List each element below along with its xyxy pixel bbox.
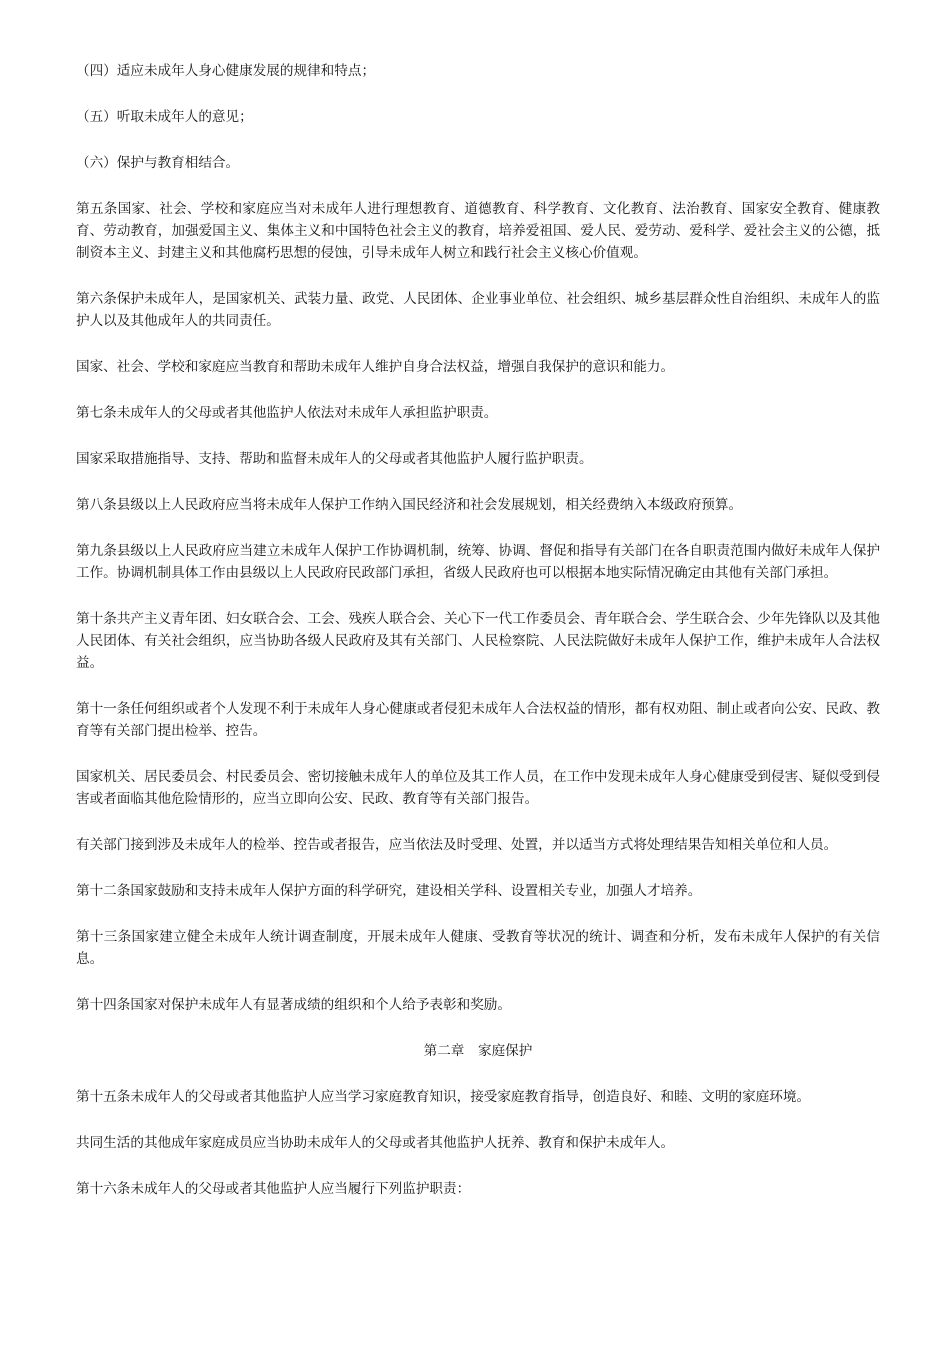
article-paragraph: 第十五条未成年人的父母或者其他监护人应当学习家庭教育知识，接受家庭教育指导，创造良好、和睦、文明的家庭环境。 bbox=[76, 1089, 811, 1105]
document-body bbox=[76, 60, 880, 1224]
article-paragraph: 第十三条国家建立健全未成年人统计调查制度，开展未成年人健康、受教育等状况的统计、调查和分析，发布未成年人保护的有关信息。 bbox=[76, 929, 880, 967]
article-paragraph: 第十一条任何组织或者个人发现不利于未成年人身心健康或者侵犯未成年人合法权益的情形，都有权劝阻、制止或者向公安、民政、教育等有关部门提出检举、控告。 bbox=[76, 701, 880, 739]
article-paragraph: 第十四条国家对保护未成年人有显著成绩的组织和个人给予表彰和奖励。 bbox=[76, 997, 511, 1013]
list-item: （六）保护与教育相结合。 bbox=[76, 155, 240, 171]
article-paragraph: 第五条国家、社会、学校和家庭应当对未成年人进行理想教育、道德教育、科学教育、文化教育、法治教育、国家安全教育、健康教育、劳动教育，加强爱国主义、集体主义和中国特色社会主义的教育，培养爱祖国、爱人民、爱劳动、爱科学、爱社会主义的公德，抵制资本主义、封建主义和其他腐朽思想的侵蚀，引导未成年人树立和践行社会主义核心价值观。 bbox=[76, 201, 880, 261]
article-paragraph: 第十条共产主义青年团、妇女联合会、工会、残疾人联合会、关心下一代工作委员会、青年联合会、学生联合会、少年先锋队以及其他人民团体、有关社会组织，应当协助各级人民政府及其有关部门、人民检察院、人民法院做好未成年人保护工作，维护未成年人合法权益。 bbox=[76, 611, 880, 671]
article-paragraph: 第十六条未成年人的父母或者其他监护人应当履行下列监护职责： bbox=[76, 1181, 471, 1197]
article-paragraph: 国家机关、居民委员会、村民委员会、密切接触未成年人的单位及其工作人员，在工作中发现未成年人身心健康受到侵害、疑似受到侵害或者面临其他危险情形的，应当立即向公安、民政、教育等有关部门报告。 bbox=[76, 769, 880, 807]
list-item: （四）适应未成年人身心健康发展的规律和特点； bbox=[76, 63, 376, 79]
article-paragraph: 国家采取措施指导、支持、帮助和监督未成年人的父母或者其他监护人履行监护职责。 bbox=[76, 451, 593, 467]
article-paragraph: 第十二条国家鼓励和支持未成年人保护方面的科学研究，建设相关学科、设置相关专业，加强人才培养。 bbox=[76, 883, 702, 899]
article-paragraph: 共同生活的其他成年家庭成员应当协助未成年人的父母或者其他监护人抚养、教育和保护未成年人。 bbox=[76, 1135, 675, 1151]
article-paragraph: 第九条县级以上人民政府应当建立未成年人保护工作协调机制，统筹、协调、督促和指导有关部门在各自职责范围内做好未成年人保护工作。协调机制具体工作由县级以上人民政府民政部门承担，省级人民政府也可以根据本地实际情况确定由其他有关部门承担。 bbox=[76, 543, 880, 581]
list-item: （五）听取未成年人的意见； bbox=[76, 109, 253, 125]
chapter-heading: 第二章 家庭保护 bbox=[423, 1043, 533, 1059]
article-paragraph: 有关部门接到涉及未成年人的检举、控告或者报告，应当依法及时受理、处置，并以适当方式将处理结果告知相关单位和人员。 bbox=[76, 837, 838, 853]
article-paragraph: 第六条保护未成年人，是国家机关、武装力量、政党、人民团体、企业事业单位、社会组织、城乡基层群众性自治组织、未成年人的监护人以及其他成年人的共同责任。 bbox=[76, 291, 880, 329]
article-paragraph: 第八条县级以上人民政府应当将未成年人保护工作纳入国民经济和社会发展规划，相关经费纳入本级政府预算。 bbox=[76, 497, 743, 513]
article-paragraph: 第七条未成年人的父母或者其他监护人依法对未成年人承担监护职责。 bbox=[76, 405, 498, 421]
article-paragraph: 国家、社会、学校和家庭应当教育和帮助未成年人维护自身合法权益，增强自我保护的意识和能力。 bbox=[76, 359, 675, 375]
